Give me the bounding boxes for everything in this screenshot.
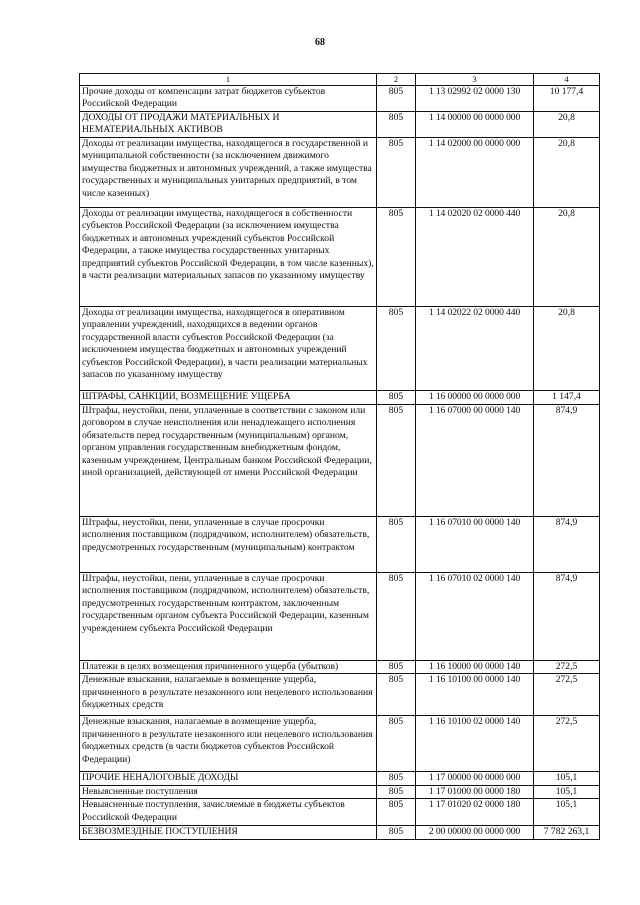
amount: 20,8 [534, 112, 600, 138]
budget-classification-code: 1 13 02992 02 0000 130 [416, 86, 534, 112]
revenue-name: Прочие доходы от компенсации затрат бюджетов субъектов Российской Федерации [80, 86, 377, 112]
budget-classification-code: 1 17 00000 00 0000 000 [416, 772, 534, 785]
budget-classification-code: 1 16 10100 02 0000 140 [416, 716, 534, 772]
amount: 20,8 [534, 307, 600, 391]
table-body [80, 86, 600, 840]
table-row [80, 391, 600, 405]
amount: 20,8 [534, 208, 600, 307]
admin-code: 805 [377, 799, 416, 826]
table-row [80, 826, 600, 839]
table-row [80, 799, 600, 826]
admin-code: 805 [377, 674, 416, 716]
table-row [80, 573, 600, 661]
revenue-name: ПРОЧИЕ НЕНАЛОГОВЫЕ ДОХОДЫ [80, 772, 377, 785]
admin-code: 805 [377, 138, 416, 208]
revenue-name: Платежи в целях возмещения причиненного ущерба (убытков) [80, 661, 377, 674]
admin-code: 805 [377, 785, 416, 798]
amount: 874,9 [534, 517, 600, 573]
column-header-amount: 4 [534, 74, 600, 86]
table-row [80, 517, 600, 573]
amount: 105,1 [534, 772, 600, 785]
table-row [80, 772, 600, 785]
budget-classification-code: 1 14 02000 00 0000 000 [416, 138, 534, 208]
table-row [80, 785, 600, 798]
budget-classification-code: 1 14 02020 02 0000 440 [416, 208, 534, 307]
admin-code: 805 [377, 405, 416, 517]
budget-classification-code: 1 16 07010 00 0000 140 [416, 517, 534, 573]
revenue-name: Денежные взыскания, налагаемые в возмещение ущерба, причиненного в результате незаконного или нецелевого использования бюджетных средств (в части бюджетов субъектов Российской Федерации) [80, 716, 377, 772]
revenue-name: ШТРАФЫ, САНКЦИИ, ВОЗМЕЩЕНИЕ УЩЕРБА [80, 391, 377, 405]
table-row [80, 307, 600, 391]
admin-code: 805 [377, 86, 416, 112]
budget-classification-code: 1 16 07010 02 0000 140 [416, 573, 534, 661]
admin-code: 805 [377, 307, 416, 391]
amount: 7 782 263,1 [534, 826, 600, 839]
amount: 272,5 [534, 716, 600, 772]
revenue-name: Невыясненные поступления [80, 785, 377, 798]
admin-code: 805 [377, 391, 416, 405]
table-row [80, 86, 600, 112]
admin-code: 805 [377, 517, 416, 573]
revenue-name: Денежные взыскания, налагаемые в возмещение ущерба, причиненного в результате незаконного или нецелевого использования бюджетных средств [80, 674, 377, 716]
revenue-name: Штрафы, неустойки, пени, уплаченные в случае просрочки исполнения поставщиком (подрядчиком, исполнителем) обязательств, предусмотренных государственным (муниципальным) контрактом [80, 517, 377, 573]
amount: 20,8 [534, 138, 600, 208]
revenue-name: ДОХОДЫ ОТ ПРОДАЖИ МАТЕРИАЛЬНЫХ И НЕМАТЕРИАЛЬНЫХ АКТИВОВ [80, 112, 377, 138]
budget-classification-code: 1 16 10000 00 0000 140 [416, 661, 534, 674]
budget-classification-code: 2 00 00000 00 0000 000 [416, 826, 534, 839]
budget-classification-code: 1 14 02022 02 0000 440 [416, 307, 534, 391]
revenue-name: Доходы от реализации имущества, находящегося в оперативном управлении учреждений, находящихся в ведении органов государственной власти субъектов Российской Федерации (за исключением имущества бюджетных и автономных учреждений субъектов Российской Федерации), в части реализации материальных запасов по указанному имуществу [80, 307, 377, 391]
admin-code: 805 [377, 661, 416, 674]
table-row [80, 138, 600, 208]
budget-classification-code: 1 17 01020 02 0000 180 [416, 799, 534, 826]
amount: 272,5 [534, 661, 600, 674]
header-row [80, 74, 600, 86]
revenue-name: Штрафы, неустойки, пени, уплаченные в соответствии с законом или договором в случае неисполнения или ненадлежащего исполнения обязательств перед государственным (муниципальным) органом, органом управления государственным внебюджетным фондом, казенным учреждением, Центральным банком Российской Федерации, иной организацией, действующей от имени Российской Федерации [80, 405, 377, 517]
revenue-name: Невыясненные поступления, зачисляемые в бюджеты субъектов Российской Федерации [80, 799, 377, 826]
column-header-name: 1 [80, 74, 377, 86]
column-header-admin: 2 [377, 74, 416, 86]
revenue-name: БЕЗВОЗМЕЗДНЫЕ ПОСТУПЛЕНИЯ [80, 826, 377, 839]
budget-classification-code: 1 16 10100 00 0000 140 [416, 674, 534, 716]
amount: 874,9 [534, 573, 600, 661]
table-header [80, 74, 600, 86]
admin-code: 805 [377, 826, 416, 839]
table-row [80, 716, 600, 772]
amount: 1 147,4 [534, 391, 600, 405]
budget-revenue-table [79, 73, 600, 840]
table-row [80, 208, 600, 307]
budget-classification-code: 1 14 00000 00 0000 000 [416, 112, 534, 138]
column-header-code: 3 [416, 74, 534, 86]
table-row [80, 405, 600, 517]
revenue-name: Доходы от реализации имущества, находящегося в собственности субъектов Российской Федерации (за исключением имущества бюджетных и автономных учреждений субъектов Российской Федерации, а также имущества государственных унитарных предприятий субъектов Российской Федерации, в том числе казенных), в части реализации материальных запасов по указанному имуществу [80, 208, 377, 307]
table-row [80, 674, 600, 716]
page-number: 68 [315, 37, 325, 48]
budget-classification-code: 1 16 07000 00 0000 140 [416, 405, 534, 517]
admin-code: 805 [377, 772, 416, 785]
revenue-name: Штрафы, неустойки, пени, уплаченные в случае просрочки исполнения поставщиком (подрядчиком, исполнителем) обязательств, предусмотренных государственным контрактом, заключенным государственным органом субъекта Российской Федерации, казенным учреждением субъекта Российской Федерации [80, 573, 377, 661]
amount: 10 177,4 [534, 86, 600, 112]
budget-classification-code: 1 16 00000 00 0000 000 [416, 391, 534, 405]
amount: 874,9 [534, 405, 600, 517]
admin-code: 805 [377, 208, 416, 307]
amount: 105,1 [534, 799, 600, 826]
admin-code: 805 [377, 112, 416, 138]
table-row [80, 112, 600, 138]
budget-classification-code: 1 17 01000 00 0000 180 [416, 785, 534, 798]
revenue-name: Доходы от реализации имущества, находящегося в государственной и муниципальной собственности (за исключением движимого имущества бюджетных и автономных учреждений, а также имущества государственных и муниципальных унитарных предприятий, в том числе казенных) [80, 138, 377, 208]
amount: 272,5 [534, 674, 600, 716]
amount: 105,1 [534, 785, 600, 798]
table-row [80, 661, 600, 674]
admin-code: 805 [377, 573, 416, 661]
admin-code: 805 [377, 716, 416, 772]
